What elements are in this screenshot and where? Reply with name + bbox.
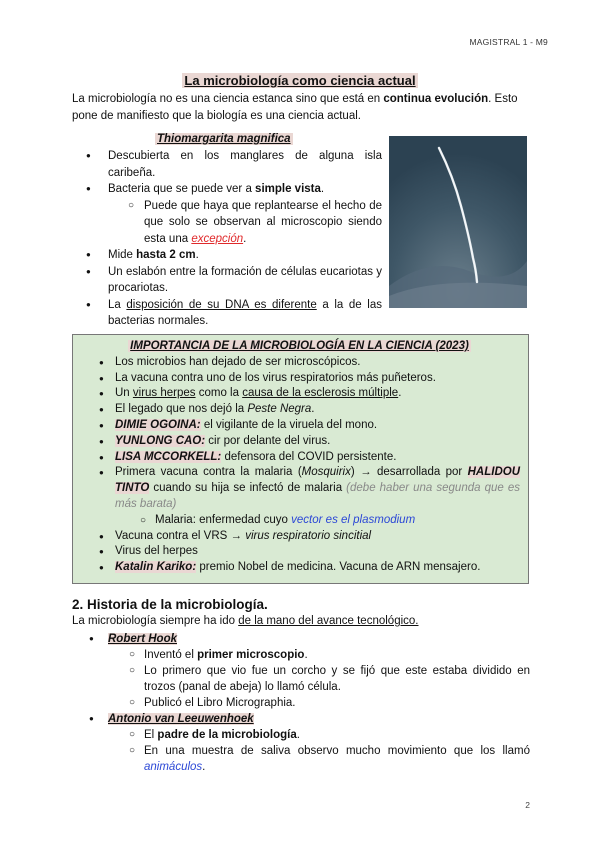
list-item: ● Descubierta en los manglares de alguna isla caribeña.: [72, 148, 382, 181]
list-item: ● La disposición de su DNA es diferente a la de las bacterias normales.: [72, 297, 382, 330]
list-item: ● La vacuna contra uno de los virus respiratorios más puñeteros.: [79, 371, 520, 387]
list-item: ● Mide hasta 2 cm.: [72, 247, 382, 264]
page-header: MAGISTRAL 1 - M9: [469, 37, 548, 47]
list-item: ● Bacteria que se puede ver a simple vista.: [72, 181, 382, 198]
list-item-robert-hook: ● Robert Hook: [72, 631, 530, 647]
intro-paragraph: La microbiología no es una ciencia estanca sino que está en continua evolución. Esto pone de manifiesto que la biología es una ciencia actual.: [72, 93, 518, 122]
page-title: La microbiología como ciencia actual: [184, 73, 416, 88]
list-item: ● El legado que nos dejó la Peste Negra.: [79, 402, 520, 418]
thiomargarita-list: [72, 148, 382, 330]
sub-list-item: ○ En una muestra de saliva observo mucho movimiento que los llamó animáculos.: [72, 743, 530, 775]
thiomargarita-photo: [389, 136, 527, 308]
page-number: 2: [525, 800, 530, 810]
importance-box-title: IMPORTANCIA DE LA MICROBIOLOGÍA EN LA CIENCIA (2023): [130, 340, 469, 352]
bacterium-filament-image: [389, 136, 527, 308]
list-item: ● YUNLONG CAO: cir por delante del virus.: [79, 434, 520, 450]
history-list: [72, 631, 530, 775]
exception-link[interactable]: excepción: [191, 232, 244, 245]
sub-list-item: ○ Inventó el primer microscopio.: [72, 647, 530, 663]
thiomargarita-heading: Thiomargarita magnifica: [157, 133, 291, 145]
list-item: ● Virus del herpes: [79, 544, 520, 560]
list-item: ● Un virus herpes como la causa de la esclerosis múltiple.: [79, 386, 520, 402]
list-item: ● Vacuna contra el VRS → virus respiratorio sincitial: [79, 529, 520, 545]
list-item: ● Los microbios han dejado de ser microscópicos.: [79, 355, 520, 371]
list-item: ● Un eslabón entre la formación de células eucariotas y procariotas.: [72, 264, 382, 297]
section-2-heading: 2. Historia de la microbiología.: [72, 597, 268, 612]
list-item: ● DIMIE OGOINA: el vigilante de la viruela del mono.: [79, 418, 520, 434]
importance-box: [72, 334, 529, 584]
section-2-intro: La microbiología siempre ha ido de la mano del avance tecnológico.: [72, 615, 419, 627]
list-item: ● Primera vacuna contra la malaria (Mosquirix) → desarrollada por HALIDOU TINTO cuando su hija se infectó de malaria (debe haber una segunda que es más barata): [79, 465, 520, 512]
sub-list-item: ○ Malaria: enfermedad cuyo vector es el plasmodium: [79, 513, 520, 529]
list-item-leeuwenhoek: ● Antonio van Leeuwenhoek: [72, 711, 530, 727]
sub-list-item: ○ Publicó el Libro Micrographia.: [72, 695, 530, 711]
sub-list-item: ○ Lo primero que vio fue un corcho y se fijó que este estaba dividido en trozos (panal de abeja) lo llamó célula.: [72, 663, 530, 695]
list-item: ● LISA MCCORKELL: defensora del COVID persistente.: [79, 450, 520, 466]
list-item: ● Katalin Kariko: premio Nobel de medicina. Vacuna de ARN mensajero.: [79, 560, 520, 576]
sub-list-item: ○ El padre de la microbiología.: [72, 727, 530, 743]
sub-list-item: ○ Puede que haya que replantearse el hecho de que solo se observan al microscopio siendo esta una excepción.: [72, 198, 382, 248]
